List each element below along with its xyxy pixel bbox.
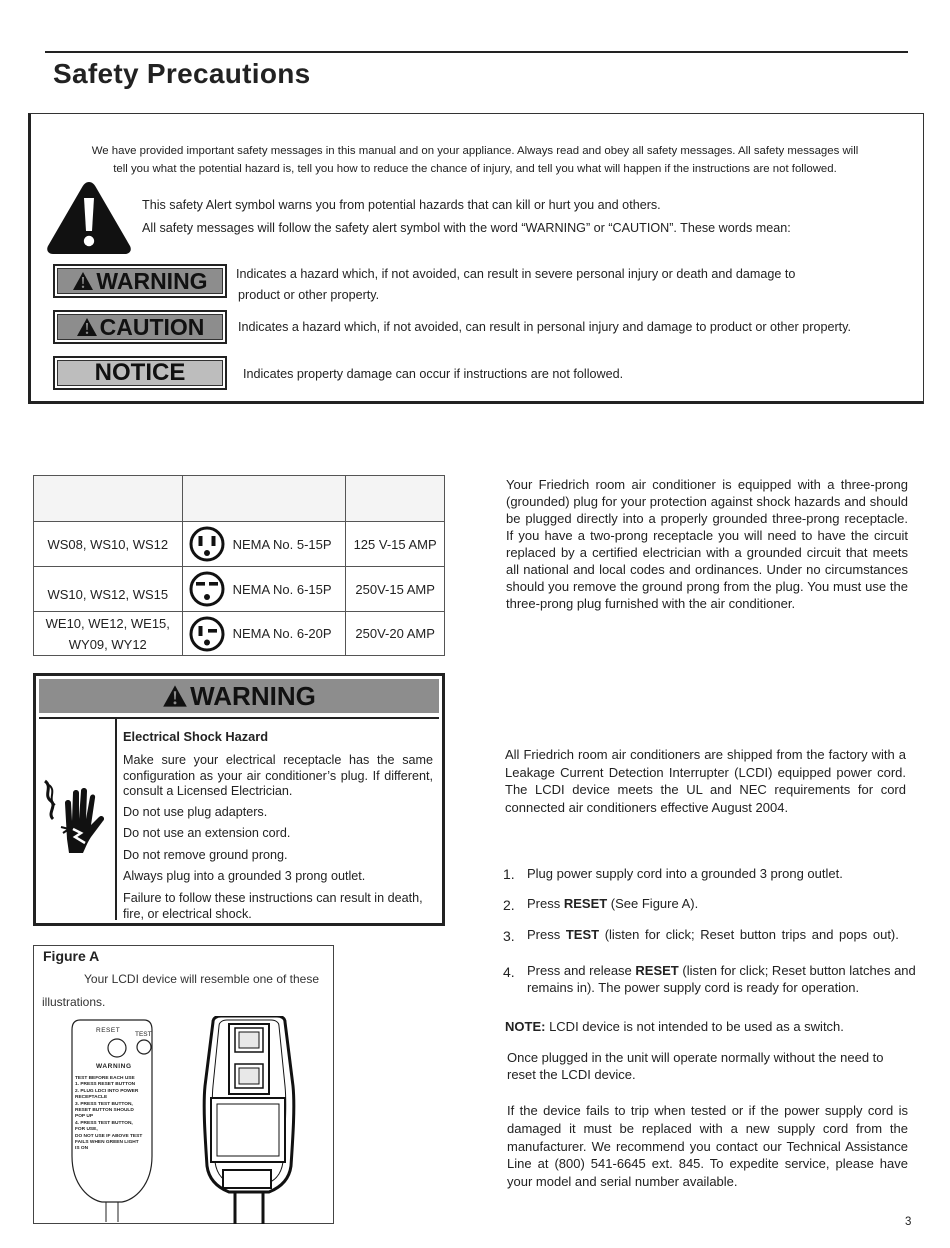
- step-text-part: Press and release: [527, 963, 636, 978]
- warning-line: Make sure your electrical receptacle has the same configuration as your air conditioner’s plug. If different, consult a Licensed Electrician.: [123, 753, 433, 798]
- lcdi-paragraph: All Friedrich room air conditioners are shipped from the factory with a Leakage Current Detection Interrupter (LCDI) equipped power cord. The LCDI device meets the UL and NEC requirements for cord connected air conditioners effective August 2004.: [505, 747, 906, 815]
- model-cell: WS10, WS12, WS15: [34, 567, 183, 612]
- step-number: 4.: [503, 964, 515, 980]
- step-text-part: (listen for click; Reset button latches and remains in). The power supply cord is ready for operation.: [527, 963, 916, 995]
- warning-text-column: [117, 717, 439, 920]
- step-text-part: Press: [527, 927, 566, 942]
- step-text: [527, 927, 947, 944]
- instruction-line: POP UP: [75, 1114, 94, 1120]
- page-title: Safety Precautions: [53, 58, 311, 89]
- step-text-bold: TEST: [565, 927, 600, 942]
- figure-title: Figure A: [43, 948, 100, 964]
- figure-caption-line-1: Your LCDI device will resemble one of these: [84, 972, 320, 986]
- device-warning-label: WARNING: [96, 1063, 132, 1070]
- caution-label-text: CAUTION: [99, 313, 205, 340]
- device-instructions: [75, 1076, 153, 1153]
- electrical-warning-box: [33, 673, 445, 926]
- nema-cell: [182, 612, 346, 656]
- instruction-line: TEST BEFORE EACH USE: [75, 1076, 135, 1081]
- instruction-line: 2. PLUG LDCI INTO POWER: [75, 1088, 139, 1094]
- plug-configuration-table: [33, 475, 445, 656]
- table-header-cell: [346, 476, 445, 522]
- step-text-part: (See Figure A).: [607, 896, 699, 911]
- instruction-line: DO NOT USE IF ABOVE TEST: [75, 1133, 143, 1139]
- instruction-line: RESET BUTTON SHOULD: [75, 1108, 134, 1114]
- lcdi-device-rectangular: [199, 1016, 299, 1224]
- safety-intro-line-1: We have provided important safety messages in this manual and on your appliance. Always read and obey all safety messages. All safety messages will: [91, 145, 859, 157]
- instruction-line: IS ON: [75, 1146, 89, 1152]
- warning-label-text: WARNING: [96, 267, 208, 294]
- nema-6-20p-receptacle-icon: [189, 616, 225, 652]
- notice-description: Indicates property damage can occur if instructions are not followed.: [243, 367, 624, 381]
- warning-heading: [39, 679, 439, 713]
- lcdi-note: [505, 1019, 844, 1036]
- test-label: TEST: [135, 1031, 152, 1038]
- instruction-line: FOR USE,: [75, 1127, 98, 1133]
- instruction-line: 1. PRESS RESET BUTTON: [75, 1082, 136, 1088]
- model-line-2: WY09, WY12: [68, 636, 147, 652]
- warning-triangle-icon: [162, 684, 188, 708]
- nema-label: NEMA No. 6-15P: [232, 581, 332, 597]
- step-text-part: Press: [527, 896, 564, 911]
- device-fails-paragraph: If the device fails to trip when tested or if the power supply cord is damaged it must be replaced with a new supply cord from the manufacturer. We recommend you contact our Technical Assistance Line at (800) 541-6645 ext. 845. To expedite service, please have your model and serial number available.: [507, 1103, 908, 1190]
- once-plugged-paragraph: Once plugged in the unit will operate normally without the need to reset the LCDI device.: [507, 1050, 884, 1082]
- warning-icon-column: [39, 717, 117, 920]
- figure-caption-line-2: illustrations.: [42, 995, 106, 1009]
- warning-desc-line-1: Indicates a hazard which, if not avoided, can result in severe personal injury or death and damage to: [236, 267, 796, 281]
- step-text-part: (listen for click; Reset button trips and pops out).: [599, 927, 899, 942]
- step-number: 2.: [503, 897, 515, 913]
- instruction-line: 3. PRESS TEST BUTTON,: [75, 1101, 133, 1107]
- nema-5-15p-receptacle-icon: [189, 526, 225, 562]
- step-text-part: Plug power supply cord into a grounded 3 prong outlet.: [527, 866, 843, 881]
- step-text: [527, 896, 927, 913]
- warning-triangle-icon: [72, 271, 94, 291]
- table-header-cell: [182, 476, 346, 522]
- step-text-bold: RESET: [563, 896, 608, 911]
- note-text: LCDI device is not intended to be used as a switch.: [545, 1019, 844, 1034]
- rating-cell: 125 V-15 AMP: [346, 522, 445, 567]
- electric-shock-hand-icon: [39, 773, 115, 893]
- nema-cell: [182, 567, 346, 612]
- table-row: [34, 522, 445, 567]
- reset-label: RESET: [96, 1027, 121, 1034]
- warning-signal-label: [53, 264, 227, 298]
- caution-description: Indicates a hazard which, if not avoided, can result in personal injury and damage to product or other property.: [238, 320, 852, 334]
- safety-alert-icon: [44, 178, 134, 256]
- grounding-paragraph: Your Friedrich room air conditioner is equipped with a three-prong (grounded) plug for your protection against shock hazards and should be plugged directly into a properly grounded three-prong receptacle. If you have a two-prong receptacle you will need to have the circuit replaced by a certified electrician with a grounded circuit that meets all national and local codes and ordinances. Under no circumstances should you remove the ground prong from the plug. You must use the three-prong plug furnished with the air conditioner.: [506, 477, 908, 611]
- instruction-line: RECEPTACLE: [75, 1095, 108, 1101]
- warning-line: Do not remove ground prong.: [123, 848, 288, 862]
- note-label: NOTE:: [505, 1019, 546, 1034]
- lcdi-device-round: [70, 1016, 154, 1216]
- table-row: [34, 567, 445, 612]
- model-cell: [34, 612, 183, 656]
- caution-signal-label: [53, 310, 227, 344]
- step-number: 3.: [503, 928, 515, 944]
- step-text-bold: RESET: [635, 963, 679, 978]
- table-header-row: [34, 476, 445, 522]
- warning-desc-line-2: product or other property.: [238, 288, 380, 302]
- safety-intro-line-2: tell you what the potential hazard is, tell you how to reduce the chance of injury, and tell you what will happen if the instructions are not followed.: [113, 163, 837, 175]
- model-cell: WS08, WS10, WS12: [34, 522, 183, 567]
- model-line-1: WE10, WE12, WE15,: [45, 615, 170, 631]
- step-text: [527, 963, 922, 996]
- caution-triangle-icon: [76, 317, 98, 337]
- nema-cell: [182, 522, 346, 567]
- nema-6-15p-receptacle-icon: [189, 571, 225, 607]
- nema-label: NEMA No. 5-15P: [232, 536, 332, 552]
- warning-heading-text: WARNING: [190, 680, 316, 711]
- nema-label: NEMA No. 6-20P: [232, 626, 332, 641]
- warning-line: Do not use plug adapters.: [123, 805, 268, 819]
- rating-cell: 250V-15 AMP: [346, 567, 445, 612]
- notice-label-text: NOTICE: [94, 359, 186, 386]
- page-number: 3: [905, 1216, 912, 1228]
- warning-title: Electrical Shock Hazard: [123, 729, 269, 744]
- step-text: [527, 866, 927, 883]
- warning-description: [236, 264, 846, 306]
- instruction-line: FAILS WHEN GREEN LIGHT: [75, 1140, 139, 1146]
- warning-line: Do not use an extension cord.: [123, 826, 291, 840]
- instruction-line: 4. PRESS TEST BUTTON,: [75, 1120, 133, 1126]
- header-rule: [45, 51, 908, 53]
- table-header-cell: [34, 476, 183, 522]
- step-number: 1.: [503, 866, 515, 882]
- warning-line: Failure to follow these instructions can result in death, fire, or electrical shock.: [123, 891, 423, 921]
- alert-line-1: This safety Alert symbol warns you from potential hazards that can kill or hurt you and others.: [142, 198, 661, 212]
- table-row: [34, 612, 445, 656]
- notice-signal-label: [53, 356, 227, 390]
- rating-cell: 250V-20 AMP: [346, 612, 445, 656]
- alert-line-2: All safety messages will follow the safety alert symbol with the word “WARNING” or “CAUTION”. These words mean:: [142, 221, 791, 235]
- figure-a-box: [33, 945, 334, 1224]
- warning-line: Always plug into a grounded 3 prong outlet.: [123, 869, 366, 883]
- safety-intro: [40, 142, 910, 178]
